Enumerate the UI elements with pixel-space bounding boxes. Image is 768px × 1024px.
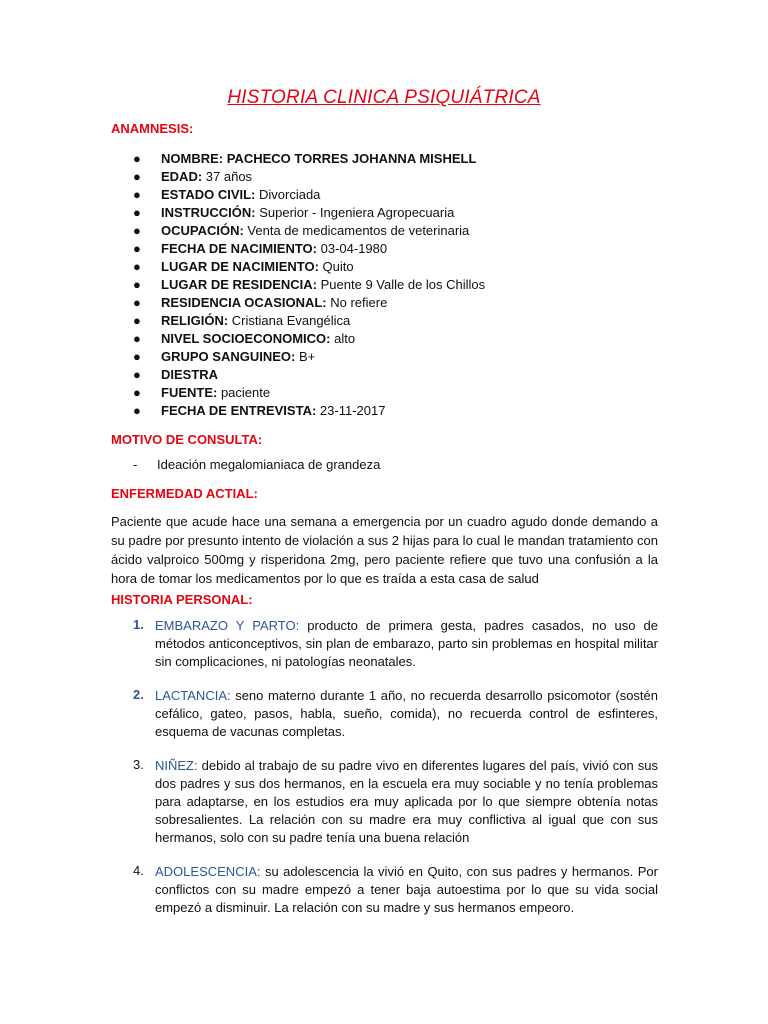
field-label: ESTADO CIVIL: [161,187,256,202]
motivo-text: Ideación megalomianiaca de grandeza [157,457,381,472]
field-value: No refiere [326,295,388,310]
bullet-icon: ● [133,349,141,364]
field-value: alto [330,331,356,346]
historia-personal-heading: HISTORIA PERSONAL: [111,592,253,607]
field-label: FUENTE: [161,385,218,400]
field-value: 03-04-1980 [317,241,388,256]
field-label: LUGAR DE NACIMIENTO: [161,259,319,274]
bullet-icon: ● [133,169,141,184]
item-text: producto de primera gesta, padres casados, no uso de métodos anticonceptivos, sin plan de embarazo, parto sin problemas en hospital militar sin complicaciones, ni patologías neonatales. [155,618,658,669]
bullet-icon: ● [133,403,141,418]
anamnesis-heading: ANAMNESIS: [111,121,194,136]
dash-marker: - [133,457,138,472]
bullet-icon: ● [133,295,141,310]
item-term: NIÑEZ: [155,758,198,773]
field-label: EDAD: [161,169,203,184]
field-value: PACHECO TORRES JOHANNA MISHELL [223,151,477,166]
motivo-heading: MOTIVO DE CONSULTA: [111,432,263,447]
field-label: LUGAR DE RESIDENCIA: [161,277,318,292]
field-label: RESIDENCIA OCASIONAL: [161,295,327,310]
document-title: HISTORIA CLINICA PSIQUIÁTRICA [227,87,541,108]
historia-item-ninez [133,757,658,847]
bullet-icon: ● [133,187,141,202]
list-item [133,276,485,294]
enfermedad-heading: ENFERMEDAD ACTIAL: [111,486,258,501]
field-label: FECHA DE ENTREVISTA: [161,403,317,418]
list-item [133,168,485,186]
item-number: 3. [133,757,144,772]
list-item [133,366,485,384]
field-value: paciente [217,385,271,400]
field-label: DIESTRA [161,367,219,382]
field-label: NIVEL SOCIOECONOMICO: [161,331,331,346]
historia-item-lactancia [133,687,658,741]
list-item [133,186,485,204]
item-text: su adolescencia la vivió en Quito, con sus padres y hermanos. Por conflictos con su madre empezó a tener baja autoestima por lo que su vida social empezó a disminuir. La relación con su madre y sus hermanos empeoro. [155,864,658,915]
list-item [133,330,485,348]
field-value: Cristiana Evangélica [228,313,351,328]
bullet-icon: ● [133,223,141,238]
field-label: FECHA DE NACIMIENTO: [161,241,317,256]
item-number: 4. [133,863,144,878]
item-number: 2. [133,687,144,702]
bullet-icon: ● [133,259,141,274]
bullet-icon: ● [133,331,141,346]
field-value: Venta de medicamentos de veterinaria [243,223,470,238]
list-item [133,348,485,366]
item-term: EMBARAZO Y PARTO: [155,618,300,633]
list-item [133,204,485,222]
bullet-icon: ● [133,385,141,400]
field-label: RELIGIÓN: [161,313,229,328]
enfermedad-text: Paciente que acude hace una semana a emergencia por un cuadro agudo donde demando a su padre por presunto intento de violación a sus 2 hijas para lo cual le mandan tratamiento con ácido valproico 500mg y risperidona 2mg, pero paciente refiere que tuvo una confusión a la hora de tomar los medicamentos por lo que es traída a esta casa de salud [111,514,658,586]
historia-item-adolescencia [133,863,658,917]
field-value: 23-11-2017 [316,403,386,418]
list-item [133,294,485,312]
field-value: Puente 9 Valle de los Chillos [317,277,486,292]
motivo-item [133,457,380,472]
field-label: GRUPO SANGUINEO: [161,349,296,364]
list-item [133,150,485,168]
bullet-icon: ● [133,367,141,382]
list-item [133,240,485,258]
list-item [133,402,485,420]
bullet-icon: ● [133,277,141,292]
list-item [133,258,485,276]
field-value: Superior - Ingeniera Agropecuaria [255,205,455,220]
item-text: debido al trabajo de su padre vivo en diferentes lugares del país, vivió con sus dos padres y sus dos hermanos, en la escuela era muy sociable y no tenía problemas para adaptarse, en los estudios era muy aplicada por lo que siempre obtenía notas sobresalientes. La relación con su madre era muy conflictiva al igual que con sus hermanos, solo con su padre tenía una buena relación [155,758,658,845]
bullet-icon: ● [133,241,141,256]
bullet-icon: ● [133,151,141,166]
field-value: 37 años [202,169,253,184]
item-number: 1. [133,617,144,632]
list-item [133,312,485,330]
field-value: Quito [318,259,354,274]
list-item [133,384,485,402]
field-value: Divorciada [255,187,321,202]
item-term: ADOLESCENCIA: [155,864,261,879]
item-term: LACTANCIA: [155,688,231,703]
item-text: seno materno durante 1 año, no recuerda desarrollo psicomotor (sostén cefálico, gateo, pasos, habla, sueño, comida), no recuerda control de esfinteres, esquema de vacunas completas. [155,688,658,739]
field-label: NOMBRE: [161,151,224,166]
bullet-icon: ● [133,205,141,220]
field-label: INSTRUCCIÓN: [161,205,256,220]
list-item [133,222,485,240]
field-value: B+ [295,349,316,364]
historia-item-embarazo [133,617,658,671]
field-label: OCUPACIÓN: [161,223,244,238]
anamnesis-list [133,150,485,420]
bullet-icon: ● [133,313,141,328]
